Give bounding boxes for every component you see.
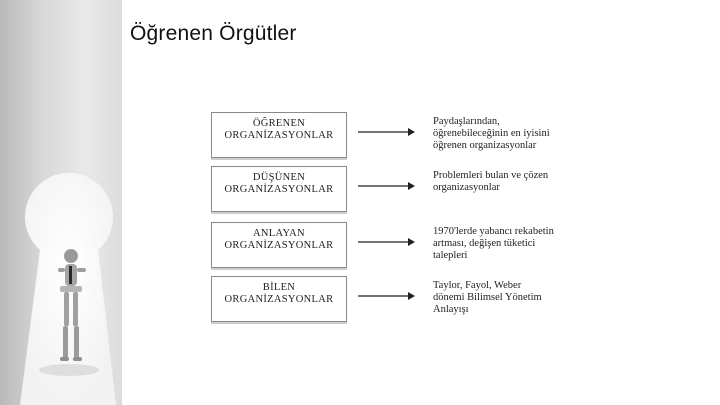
concept-description <box>433 170 623 194</box>
concept-box <box>211 276 347 322</box>
concept-description <box>433 116 623 152</box>
description-line: artması, değişen tüketici <box>433 238 536 249</box>
box-label-line2: ORGANİZASYONLAR <box>224 130 334 141</box>
right-arrow-icon <box>358 126 416 138</box>
concept-row-learning <box>211 112 621 160</box>
right-arrow-icon <box>358 180 416 192</box>
description-line: 1970'lerde yabancı rekabetin <box>433 226 554 237</box>
box-label-line1: BİLEN <box>262 282 296 293</box>
box-label-line2: ORGANİZASYONLAR <box>224 294 334 305</box>
concept-description <box>433 280 623 316</box>
page-title: Öğrenen Örgütler <box>130 22 297 45</box>
box-label-line1: ANLAYAN <box>253 228 305 239</box>
concept-description <box>433 226 623 262</box>
concept-row-understanding <box>211 222 621 270</box>
description-line: Anlayışı <box>433 304 469 315</box>
description-line: Paydaşlarından, <box>433 116 500 127</box>
concept-box <box>211 222 347 268</box>
concept-box <box>211 166 347 212</box>
box-label-line2: ORGANİZASYONLAR <box>224 184 334 195</box>
description-line: talepleri <box>433 250 468 261</box>
description-line: dönemi Bilimsel Yönetim <box>433 292 542 303</box>
box-label-line2: ORGANİZASYONLAR <box>224 240 334 251</box>
description-line: öğrenen organizasyonlar <box>433 140 537 151</box>
description-line: organizasyonlar <box>433 182 500 193</box>
right-arrow-icon <box>358 236 416 248</box>
description-line: öğrenebileceğinin en iyisini <box>433 128 550 139</box>
box-label-line1: DÜŞÜNEN <box>252 172 306 183</box>
concept-row-knowing <box>211 276 621 324</box>
decorative-keyhole-image <box>0 0 122 405</box>
description-line: Problemleri bulan ve çözen <box>433 170 549 181</box>
box-label-line1: ÖĞRENEN <box>252 118 306 129</box>
concept-row-thinking <box>211 166 621 214</box>
description-line: Taylor, Fayol, Weber <box>433 280 522 291</box>
right-arrow-icon <box>358 290 416 302</box>
concept-box <box>211 112 347 158</box>
keyhole-figure-illustration <box>0 0 122 405</box>
